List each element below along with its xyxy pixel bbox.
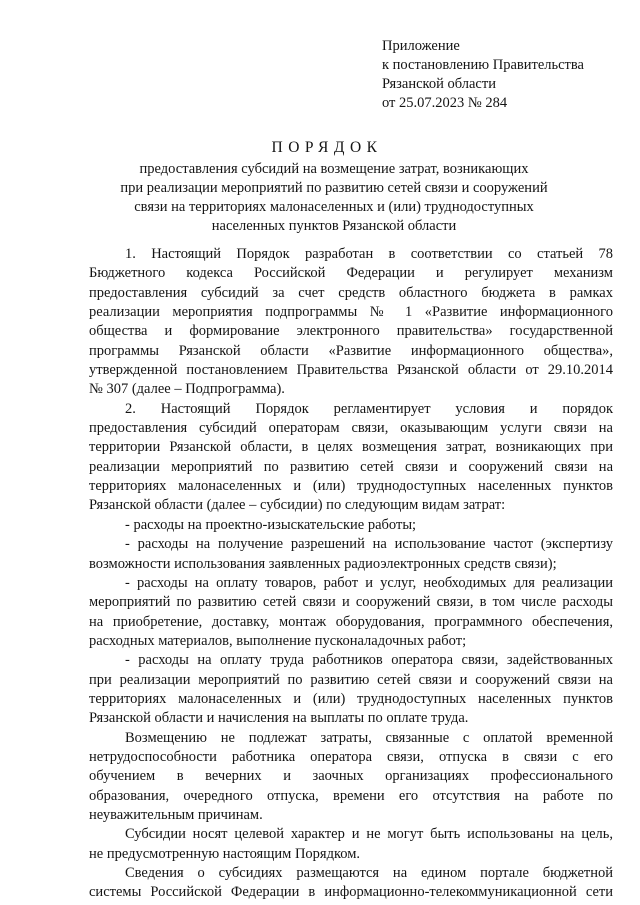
body-line: реализации мероприятия подпрограммы № 1 «Развитие информационного bbox=[89, 304, 613, 321]
appendix-line: от 25.07.2023 № 284 bbox=[382, 95, 508, 111]
body-line: Сведения о субсидиях размещаются на едином портале бюджетной bbox=[125, 865, 613, 881]
body-line: программы Рязанской области «Развитие информационного общества», bbox=[89, 342, 613, 359]
document-title: ПОРЯДОК bbox=[271, 139, 383, 156]
document-subtitle bbox=[88, 160, 580, 236]
body-line: Субсидии носят целевой характер и не могут быть использованы на цель, bbox=[125, 826, 613, 843]
appendix-line: к постановлению Правительства bbox=[382, 57, 584, 73]
body-line: неуважительным причинам. bbox=[89, 806, 263, 823]
body-line: - расходы на оплату товаров, работ и услуг, необходимых для реализации bbox=[125, 574, 613, 591]
body-line: территории Рязанской области, в целях возмещения затрат, возникающих при bbox=[89, 439, 613, 456]
body-line: утвержденной постановлением Правительства Рязанской области от 29.10.2014 bbox=[89, 362, 613, 379]
body-line: 1. Настоящий Порядок разработан в соответствии со статьей 78 bbox=[125, 246, 613, 262]
appendix-line: Рязанской области bbox=[382, 76, 496, 92]
body-line: 2. Настоящий Порядок регламентирует условия и порядок bbox=[125, 400, 613, 417]
body-line: образования, очередного отпуска, времени его отсутствия на работе по bbox=[89, 787, 613, 804]
body-line: системы Российской Федерации в информационно-телекоммуникационной сети bbox=[89, 884, 613, 901]
subtitle-line: предоставления субсидий на возмещение затрат, возникающих bbox=[139, 161, 529, 177]
body-line: нетрудоспособности работника оператора связи, отпуска в связи с его bbox=[89, 748, 613, 765]
body-line: № 307 (далее – Подпрограмма). bbox=[89, 381, 285, 398]
body-line: территориях малонаселенных и (или) труднодоступных населенных пунктов bbox=[89, 478, 613, 495]
body-line: на приобретение, доставку, монтаж оборудования, программного обеспечения, bbox=[89, 613, 613, 630]
body-line: Возмещению не подлежат затраты, связанные с оплатой временной bbox=[125, 729, 613, 746]
body-line: при реализации мероприятий по развитию сетей связи и сооружений связи на bbox=[89, 671, 613, 688]
body-line: территориях малонаселенных и (или) труднодоступных населенных пунктов bbox=[89, 690, 613, 707]
body-line: - расходы на получение разрешений на использование частот (экспертизу bbox=[125, 536, 613, 553]
body-line: Бюджетного кодекса Российской Федерации и регулирует механизм bbox=[89, 265, 613, 282]
body-line: - расходы на оплату труда работников оператора связи, задействованных bbox=[125, 652, 613, 669]
body-line: - расходы на проектно-изыскательские работы; bbox=[125, 516, 417, 533]
body-line: мероприятий по развитию сетей связи и сооружений связи, в том числе расходы bbox=[89, 594, 613, 611]
body-line: Рязанской области (далее – субсидии) по следующим видам затрат: bbox=[89, 497, 506, 514]
body-line: не предусмотренную настоящим Порядком. bbox=[89, 845, 361, 862]
body-line: общества и формирование электронного правительства» государственной bbox=[89, 323, 613, 340]
appendix-line: Приложение bbox=[382, 38, 460, 54]
subtitle-line: связи на территориях малонаселенных и (или) труднодоступных bbox=[134, 199, 534, 215]
body-line: Рязанской области и начисления на выплаты по оплате труда. bbox=[89, 710, 469, 727]
body-line: предоставления субсидий операторам связи, оказывающим услуги связи на bbox=[89, 420, 613, 437]
body-line: возможности использования заявленных радиоэлектронных средств связи); bbox=[89, 555, 557, 572]
subtitle-line: населенных пунктов Рязанской области bbox=[211, 218, 457, 234]
subtitle-line: при реализации мероприятий по развитию сетей связи и сооружений bbox=[120, 180, 548, 196]
appendix-header bbox=[382, 37, 584, 113]
body-line: обучением в вечерних и заочных организациях профессионального bbox=[89, 768, 613, 785]
body-line: предоставления субсидий за счет средств областного бюджета в рамках bbox=[89, 284, 613, 301]
document-body bbox=[89, 245, 613, 903]
body-line: расходных материалов, выполнение пусконаладочных работ; bbox=[89, 632, 467, 649]
body-line: реализации мероприятий по развитию сетей связи и сооружений связи на bbox=[89, 458, 613, 475]
